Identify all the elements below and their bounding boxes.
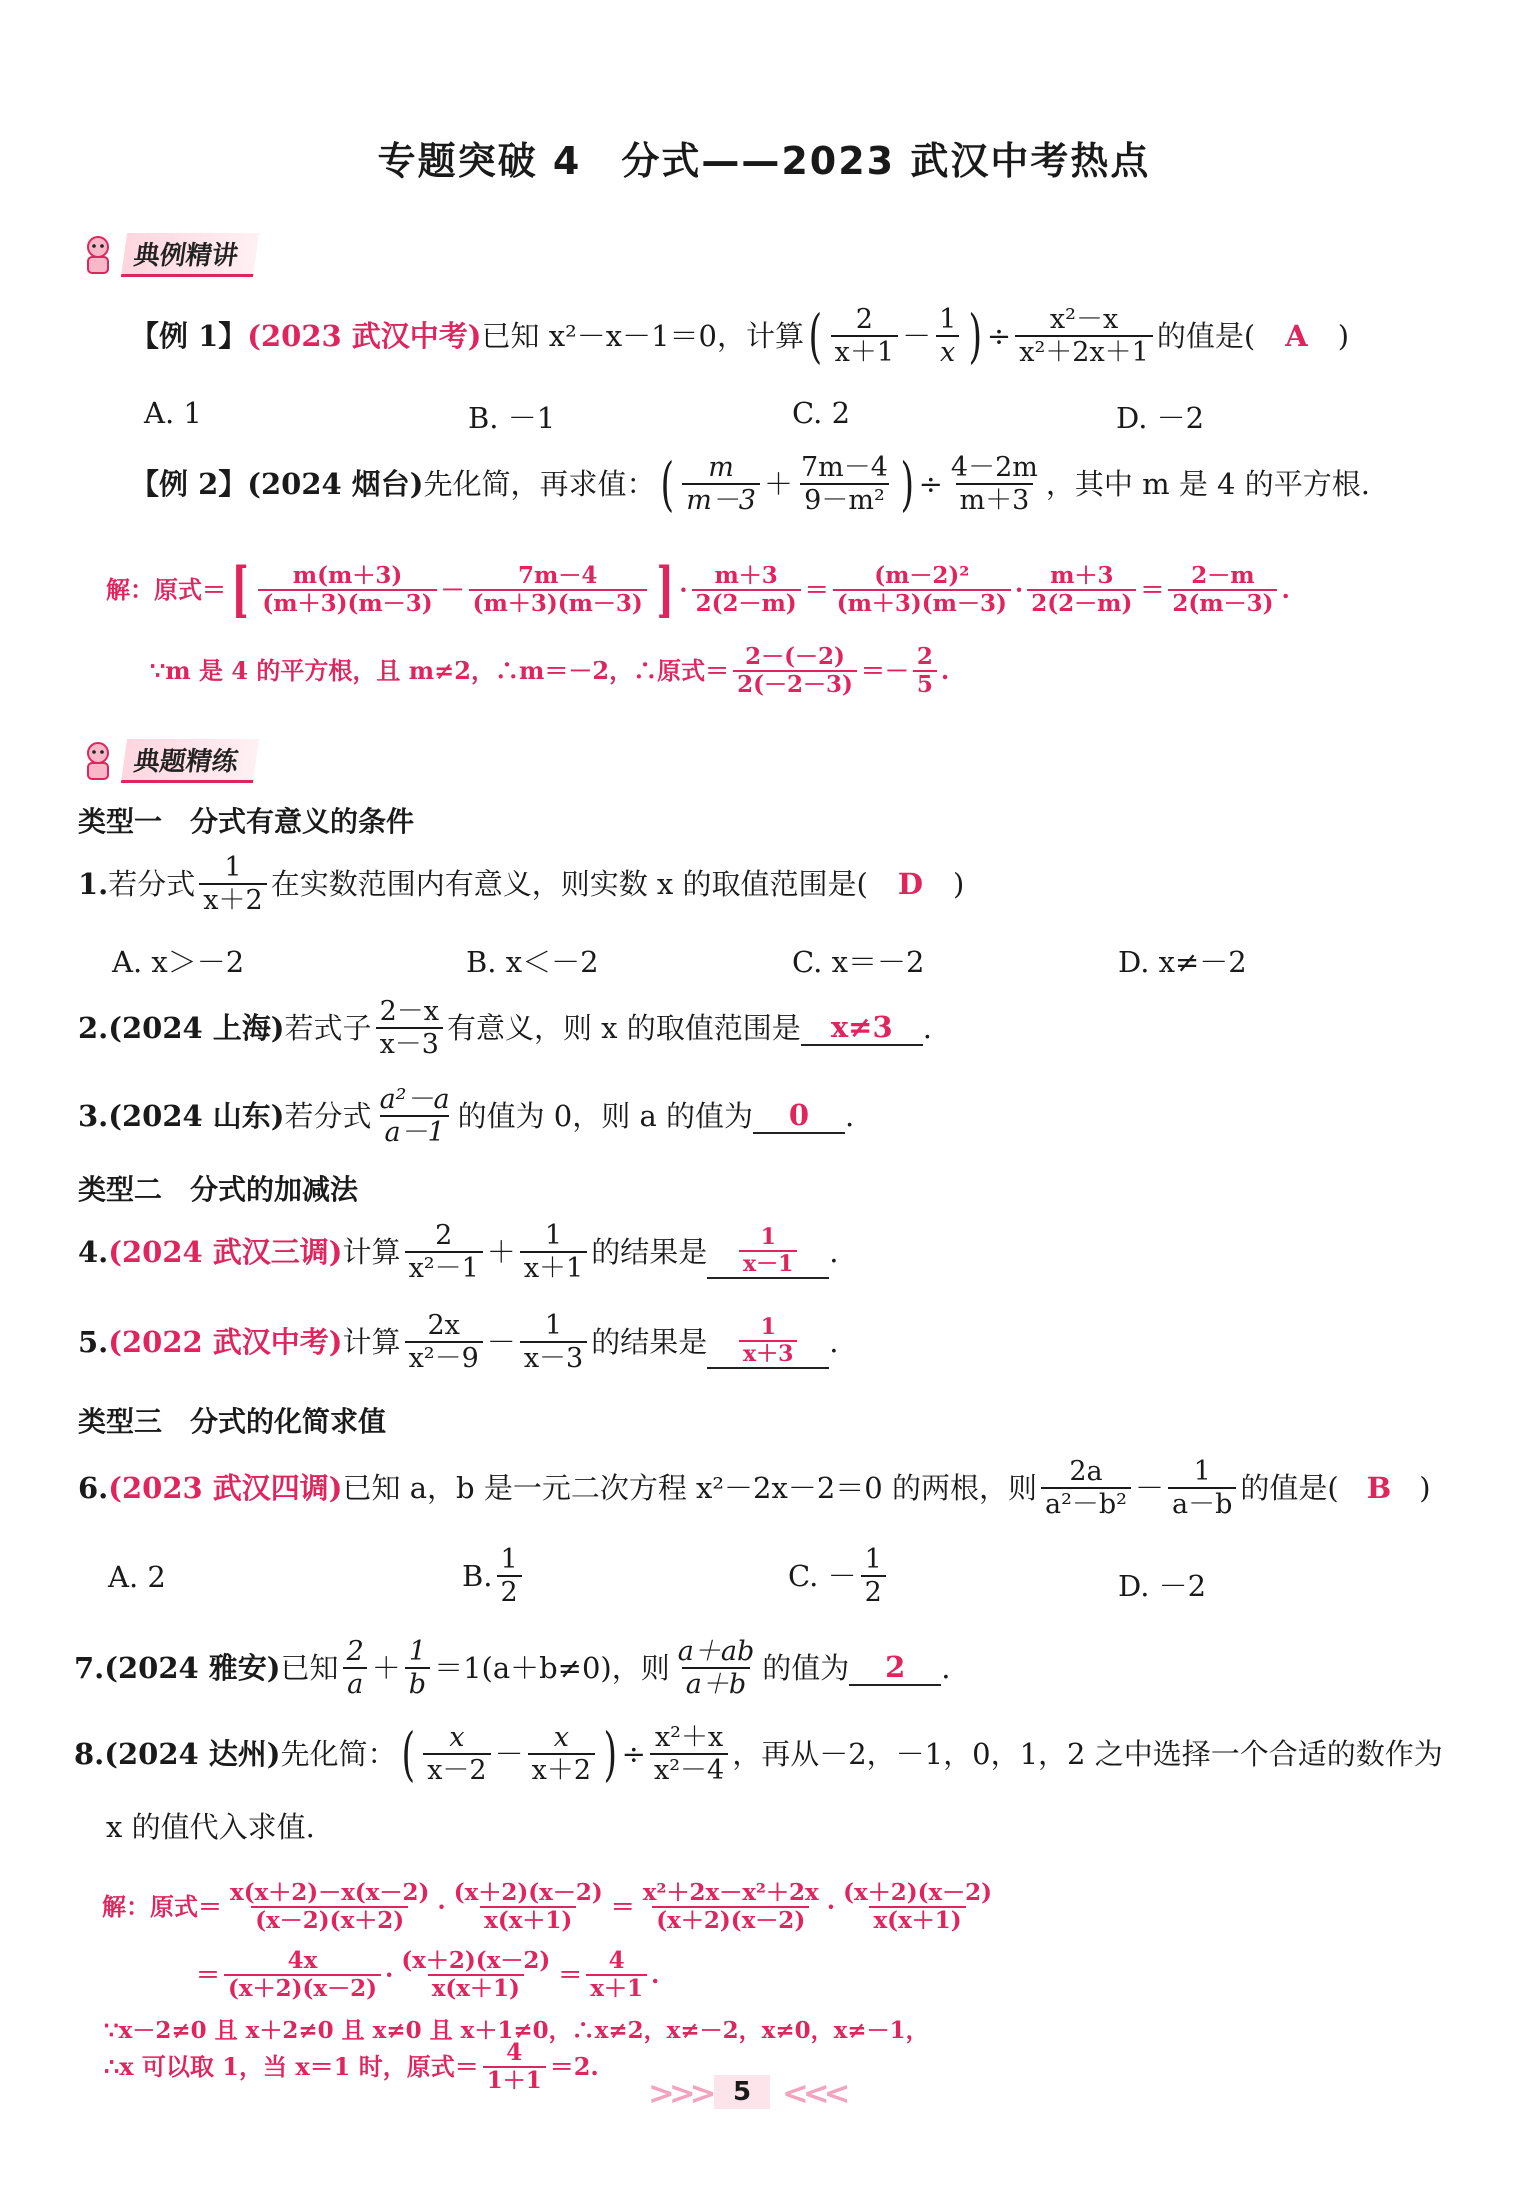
- fraction: $\frac{7m-4}{(m+3)(m-3)}$: [469, 563, 647, 618]
- solution-text: ∴x 可以取 1，当 x＝1 时，原式＝: [104, 2052, 479, 2082]
- fraction: $\frac{x}{x-2}$: [423, 1722, 490, 1786]
- right-paren: ): [900, 450, 915, 519]
- fraction: $\frac{2}{5}$: [913, 644, 937, 699]
- operator: ÷: [986, 318, 1012, 353]
- fraction: $\frac{\text{x²＋x}}{\text{x²－4}}$: [650, 1722, 728, 1786]
- operator: ＝: [804, 574, 829, 604]
- chevron-left-icon: <<<: [782, 2074, 845, 2112]
- answer-blank: $\frac{1}{x+3}$: [707, 1315, 829, 1370]
- operator: －: [1135, 1470, 1165, 1505]
- question-8: [74, 1720, 1443, 1789]
- question-number: 3.: [78, 1098, 109, 1133]
- fraction: $\frac{\text{x²＋2x－x²＋2x}}{(x+2)(x-2)}$: [642, 1879, 819, 1935]
- type-heading-3: 类型三 分式的化简求值: [78, 1405, 387, 1438]
- operator: －: [440, 574, 465, 604]
- mascot-icon: [76, 739, 120, 783]
- option-c: C. － $\frac{1}{2}$: [788, 1544, 890, 1608]
- fraction: $\frac{\text{x²－x}}{\text{x²＋2x＋1}}$: [1015, 304, 1153, 368]
- operator: ·: [1014, 574, 1024, 604]
- operator: ＝－: [860, 656, 909, 686]
- fraction: $\frac{(x+2)(x-2)}{x(x+1)}$: [843, 1879, 993, 1935]
- operator: ·: [384, 1960, 394, 1990]
- operator: －: [902, 318, 932, 353]
- question-text: 有意义，则 x 的取值范围是: [446, 1010, 801, 1045]
- paren-close: ): [952, 866, 965, 901]
- operator: ＝: [196, 1960, 220, 1990]
- fraction: $\frac{m}{m-3}$: [682, 452, 760, 516]
- fraction: $\frac{m+3}{2(2-m)}$: [1027, 563, 1136, 618]
- solution-line-1: [106, 555, 1290, 625]
- question-text: 若分式: [284, 1098, 372, 1133]
- option-d: D. x≠－2: [1118, 945, 1247, 979]
- section-banner-practice: [76, 738, 256, 784]
- source-tag: (2022 武汉中考): [108, 1324, 343, 1359]
- example-2: [130, 450, 1370, 519]
- period: .: [1281, 574, 1290, 604]
- question-text: 的值为 0，则 a 的值为: [457, 1098, 753, 1133]
- period: .: [922, 1010, 932, 1045]
- solution-text: 解：原式＝: [106, 574, 226, 604]
- page-title: 专题突破 4 分式——2023 武汉中考热点: [377, 139, 1151, 183]
- fraction: $\frac{x}{x+2}$: [528, 1722, 595, 1786]
- right-paren: ): [603, 1720, 618, 1789]
- fraction: $\frac{1}{x+2}$: [199, 852, 266, 916]
- operator: ＋: [486, 1234, 516, 1269]
- question-text: ，再从－2，－1，0，1，2 之中选择一个合适的数作为: [732, 1736, 1443, 1771]
- operator: ÷: [918, 466, 943, 501]
- fraction: $\frac{4-2m}{m+3}$: [950, 452, 1038, 517]
- right-bracket: ]: [656, 555, 674, 625]
- operator: ＝: [1140, 574, 1165, 604]
- solution-text: 解：原式＝: [102, 1892, 222, 1922]
- question-text: 的值是(: [1156, 318, 1256, 353]
- operator: ·: [679, 574, 688, 604]
- solution-text: ＝2.: [549, 2052, 599, 2082]
- question-number: 5.: [78, 1324, 109, 1359]
- fraction: $\frac{2-m}{2(m-3)}$: [1168, 563, 1277, 618]
- solution-text: ∵m 是 4 的平方根，且 m≠2，∴m＝－2，∴原式＝: [150, 656, 730, 686]
- source-tag: (2024 山东): [108, 1098, 285, 1133]
- option-c: C. x＝－2: [792, 945, 925, 979]
- question-3: [78, 1084, 854, 1148]
- paren-close: ): [1337, 318, 1350, 353]
- source-tag: (2024 烟台): [247, 466, 424, 501]
- period: .: [941, 1650, 951, 1685]
- fraction: $\frac{1}{x-3}$: [520, 1310, 587, 1374]
- fraction: $\frac{7m-4}{\text{9－m²}}$: [801, 452, 888, 517]
- option-a: A. 1: [144, 396, 202, 430]
- question-text: 计算: [342, 1324, 401, 1359]
- answer-blank: 2: [849, 1650, 941, 1687]
- solution-line-1: [102, 1880, 1000, 1935]
- solution-line-3: ∵x－2≠0 且 x＋2≠0 且 x≠0 且 x＋1≠0，∴x≠2，x≠－2，x≠0，x≠－1，: [104, 2017, 929, 2044]
- question-1: [78, 852, 964, 916]
- question-text: 的值是(: [1240, 1470, 1339, 1505]
- question-text: 的值为: [762, 1650, 850, 1685]
- question-7: [74, 1636, 950, 1700]
- fraction: $\frac{2a}{\text{a²－b²}}$: [1041, 1456, 1131, 1520]
- question-2: [78, 996, 932, 1060]
- question-text: 已知: [280, 1650, 339, 1685]
- answer: B: [1366, 1470, 1392, 1505]
- question-text: ＝1(a＋b≠0)，则: [434, 1650, 670, 1685]
- question-number: 1.: [78, 866, 109, 901]
- page-number: 5: [714, 2075, 770, 2109]
- solution-line-2: [150, 644, 949, 699]
- question-number: 6.: [78, 1470, 109, 1505]
- question-text: 的结果是: [591, 1324, 708, 1359]
- left-bracket: [: [231, 555, 249, 625]
- solution-line-2: [196, 1948, 659, 2003]
- source-tag: (2024 达州): [104, 1736, 281, 1771]
- question-text: 计算: [342, 1234, 401, 1269]
- option-b: B. $\frac{1}{2}$: [462, 1544, 526, 1608]
- section-banner-examples: [76, 232, 256, 278]
- fraction: $\frac{x(x+2)-x(x-2)}{(x-2)(x+2)}$: [230, 1879, 430, 1935]
- source-tag: (2024 雅安): [104, 1650, 281, 1685]
- option-a: A. 2: [108, 1560, 166, 1594]
- type-heading-1: 类型一 分式有意义的条件: [78, 805, 415, 838]
- fraction: $\frac{(x+2)(x-2)}{x(x+1)}$: [401, 1947, 551, 2003]
- question-text: 若分式: [108, 866, 196, 901]
- operator: ·: [826, 1892, 836, 1922]
- option-d: D. －2: [1116, 401, 1205, 435]
- right-paren: ): [968, 302, 983, 371]
- question-text: 在实数范围内有意义，则实数 x 的取值范围是(: [270, 866, 868, 901]
- question-number: 7.: [74, 1650, 105, 1685]
- fraction: $\frac{\text{(m－2)²}}{(m+3)(m-3)}$: [833, 563, 1011, 618]
- period: .: [845, 1098, 855, 1133]
- source-tag: (2024 武汉三调): [108, 1234, 343, 1269]
- paren-close: ): [1419, 1470, 1431, 1505]
- fraction: $\frac{1}{b}$: [405, 1636, 430, 1700]
- question-text: ，其中 m 是 4 的平方根.: [1045, 466, 1370, 501]
- left-paren: (: [808, 302, 823, 371]
- answer-blank: $\frac{1}{x-1}$: [707, 1225, 829, 1280]
- source-tag: (2024 上海): [108, 1010, 285, 1045]
- question-text: 先化简，再求值：: [423, 466, 656, 501]
- question-text: 的结果是: [591, 1234, 708, 1269]
- operator: ＋: [371, 1650, 401, 1685]
- mascot-icon: [76, 233, 120, 277]
- operator: ·: [437, 1892, 446, 1922]
- option-a: A. x＞－2: [112, 945, 245, 979]
- chevron-right-icon: >>>: [648, 2074, 711, 2112]
- fraction: $\frac{\text{a²－a}}{a-1}$: [379, 1084, 450, 1149]
- fraction: $\frac{4}{x+1}$: [586, 1948, 647, 2003]
- answer-blank: 0: [753, 1098, 845, 1135]
- left-paren: (: [660, 450, 674, 519]
- fraction: $\frac{2}{x+1}$: [831, 304, 898, 368]
- question-5: [78, 1310, 838, 1374]
- fraction: $\frac{1}{x}$: [935, 304, 960, 368]
- period: .: [829, 1324, 839, 1359]
- fraction: $\frac{m(m+3)}{(m+3)(m-3)}$: [258, 563, 436, 618]
- example-label: 【例 1】: [130, 318, 248, 353]
- option-d: D. －2: [1118, 1569, 1207, 1603]
- option-b: B. x＜－2: [466, 945, 599, 979]
- option-c: C. 2: [792, 396, 851, 430]
- example-label: 【例 2】: [130, 466, 248, 501]
- fraction: $\frac{2}{\text{x²－1}}$: [405, 1220, 483, 1284]
- question-number: 8.: [74, 1736, 105, 1771]
- answer: D: [897, 866, 923, 901]
- period: .: [651, 1960, 660, 1990]
- answer-blank: x≠3: [801, 1010, 923, 1047]
- period: .: [940, 656, 950, 686]
- example-1: [130, 302, 1350, 371]
- question-text: 若式子: [284, 1010, 372, 1045]
- question-number: 2.: [78, 1010, 109, 1045]
- fraction: $\frac{4x}{(x+2)(x-2)}$: [224, 1948, 381, 2003]
- fraction: $\frac{m+3}{2(2-m)}$: [692, 563, 801, 618]
- question-number: 4.: [78, 1234, 109, 1269]
- fraction: $\frac{2-x}{x-3}$: [376, 996, 443, 1060]
- question-text: 已知 x²－x－1＝0，计算: [481, 318, 805, 353]
- source-tag: (2023 武汉中考): [247, 318, 482, 353]
- solution-line-4: [104, 2040, 599, 2095]
- type-heading-2: 类型二 分式的加减法: [78, 1173, 359, 1206]
- option-b: B. －1: [468, 401, 556, 435]
- operator: ＋: [763, 466, 793, 501]
- fraction: $\frac{2x}{\text{x²－9}}$: [405, 1310, 483, 1374]
- operator: ÷: [621, 1736, 646, 1771]
- answer: A: [1285, 318, 1308, 353]
- operator: －: [494, 1736, 524, 1771]
- fraction: $\frac{4}{1+1}$: [483, 2040, 546, 2095]
- question-8-line-2: x 的值代入求值.: [106, 1810, 315, 1844]
- question-text: 已知 a，b 是一元二次方程 x²－2x－2＝0 的两根，则: [342, 1470, 1037, 1505]
- fraction: $\frac{a+ab}{a+b}$: [677, 1636, 755, 1701]
- question-4: [78, 1220, 838, 1284]
- fraction: $\frac{(x+2)(x-2)}{x(x+1)}$: [453, 1879, 603, 1935]
- period: .: [829, 1234, 839, 1269]
- operator: ＝: [558, 1960, 583, 1990]
- question-6: [78, 1456, 1431, 1520]
- fraction: $\frac{2-(-2)}{2(-2-3)}$: [733, 644, 857, 699]
- operator: ＝: [610, 1892, 635, 1922]
- left-paren: (: [401, 1720, 415, 1789]
- fraction: $\frac{1}{a-b}$: [1168, 1456, 1236, 1520]
- banner-label: 典题精练: [121, 739, 259, 783]
- fraction: $\frac{2}{a}$: [343, 1636, 368, 1700]
- banner-label: 典例精讲: [121, 233, 259, 277]
- operator: －: [486, 1324, 516, 1359]
- question-text: 先化简：: [280, 1736, 397, 1771]
- fraction: $\frac{1}{x+1}$: [520, 1220, 587, 1284]
- source-tag: (2023 武汉四调): [108, 1470, 343, 1505]
